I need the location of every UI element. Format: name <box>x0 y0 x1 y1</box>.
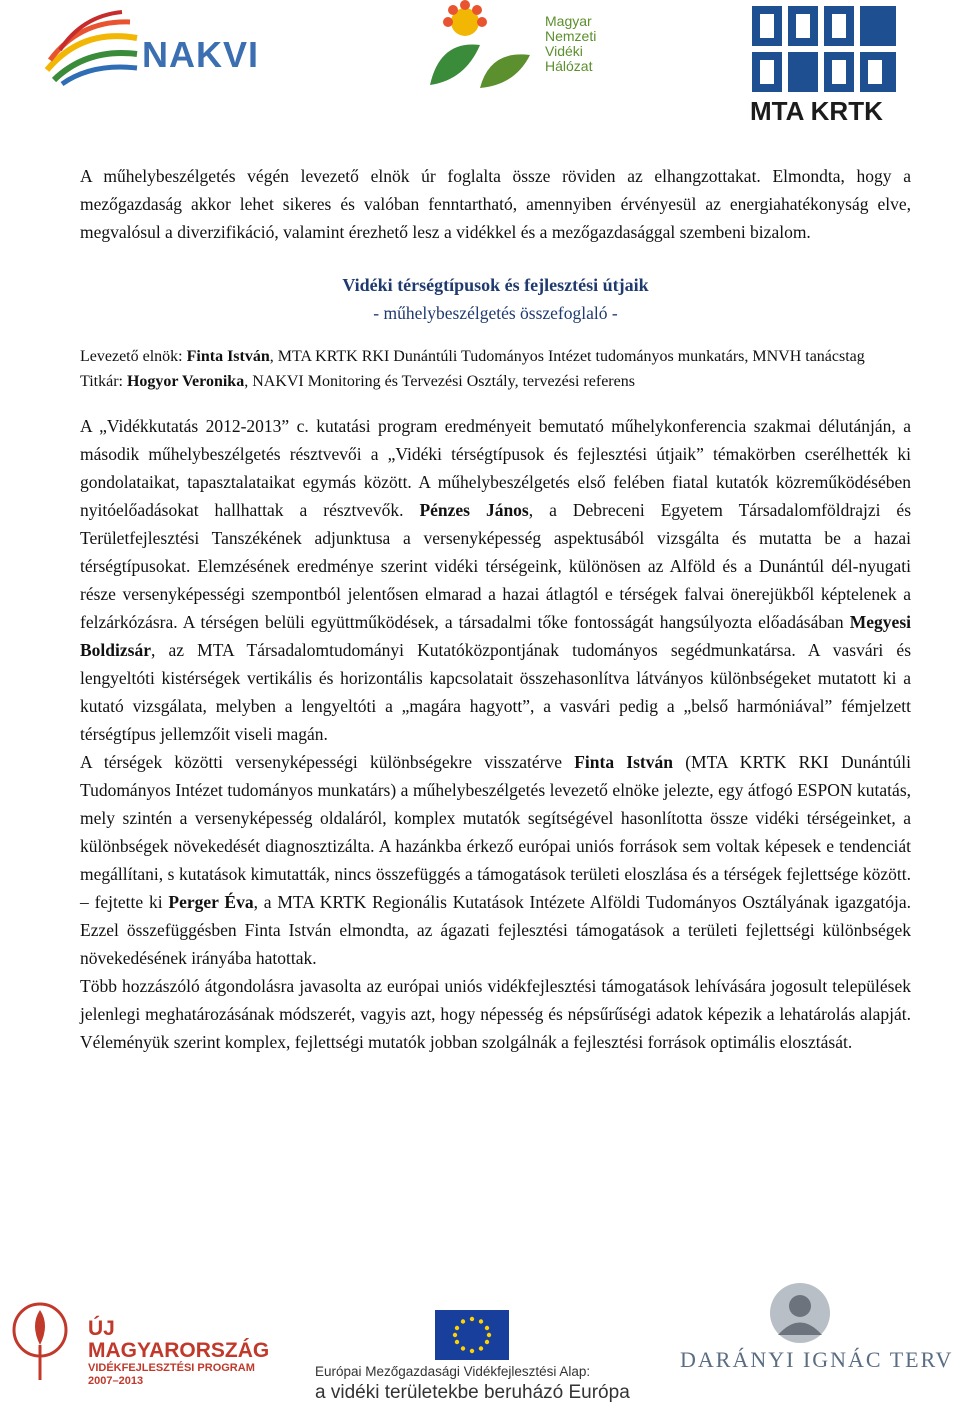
text-run: A térségek közötti versenyképességi különbségekre visszatérve <box>80 752 575 772</box>
secretary-line <box>80 369 911 394</box>
mnvh-line: Magyar <box>545 13 592 29</box>
daranyi-ignac-terv-logo <box>680 1280 955 1409</box>
uj-line-3: 2007–2013 <box>88 1375 144 1387</box>
person-name: Perger Éva <box>168 892 254 912</box>
document-body <box>80 162 911 1056</box>
body-paragraph-1 <box>80 412 911 748</box>
body-paragraph-3: Több hozzászóló átgondolásra javasolta az európai uniós vidékfejlesztési támogatások lehívására jogosult települések jelenlegi meghatározásának módszerét, vagyis azt, hogy népesség és népsűrűségi adatok képezik a lehatárolás alapját. Véleményük szerint komplex, fejlettségi mutatók jobban szolgálnák a fejlesztési források optimális elosztását. <box>80 976 911 1052</box>
chair-label: Levezető elnök: <box>80 348 187 365</box>
nakvi-logo <box>42 8 287 88</box>
footer <box>0 1280 960 1409</box>
mta-krtk-logo <box>750 4 900 126</box>
text-run: (MTA KRTK RKI Dunántúli Tudományos Intézet tudományos munkatárs) a műhelybeszélgetés levezető elnöke jelezte, egy átfogó ESPON kutatás, mely szintén a versenyképesség oldaláról, komplex mutatók segítségével hasonlította össze vidéki térségeinket, a különbségek növekedését diagnosztizálta. A hazánkba érkező európai uniós források sem voltak képesek e tendenciát megállítani, s kutatások kimutatták, nincs összefüggés a támogatások területi eloszlása és a térségek fejlettsége között. – fejtette ki <box>80 752 911 912</box>
uj-line-1: ÚJ MAGYARORSZÁG <box>88 1317 270 1362</box>
mnvh-logo-text <box>545 14 596 74</box>
eu-line-2: a vidéki területekbe beruházó Európa <box>315 1382 630 1403</box>
sun-rays-icon <box>42 8 142 88</box>
nakvi-logo-text: NAKVI <box>142 34 260 75</box>
portrait-icon <box>680 1280 955 1350</box>
mta-grid-icon <box>750 4 900 94</box>
text-run: , az MTA Társadalomtudományi Kutatóközpontjának tudományos segédmunkatársa. A vasvári és lengyeltóti kistérségek vertikális és horizontális kapcsolatait összehasonlítva látványos különbségeket mutatott ki a kutató vizsgálata, melyben a lengyeltóti a „magára hagyott”, a vasvári pedig a „belső harmóniával” fémjelzett térségtípus jellemzőit viseli magán. <box>80 640 911 744</box>
mnvh-logo <box>420 0 615 92</box>
daranyi-text: DARÁNYI IGNÁC TERV <box>680 1347 954 1372</box>
secretary-name: Hogyor Veronika <box>126 373 245 390</box>
person-name: Pénzes János <box>419 500 529 520</box>
mnvh-line: Nemzeti <box>545 28 597 44</box>
flower-leaf-icon <box>420 0 540 92</box>
section-title: Vidéki térségtípusok és fejlesztési útjaik <box>342 275 649 295</box>
person-name: Megyesi Boldizsár <box>80 612 911 660</box>
chair-role: , MTA KRTK RKI Dunántúli Tudományos Intézet tudományos munkatárs, MNVH tanácstag <box>269 348 865 365</box>
body-paragraph-2 <box>80 748 911 972</box>
uj-logo-text <box>88 1318 269 1388</box>
eu-flag-icon <box>435 1310 509 1360</box>
mnvh-line: Vidéki <box>545 43 583 59</box>
meta-info <box>80 344 911 394</box>
chair-name: Finta István <box>186 348 270 365</box>
text-run: , a MTA KRTK Regionális Kutatások Intézete Alföldi Tudományos Osztályának igazgatója. Ezzel összefüggésben Finta István elmondta, az ágazati fejlesztési támogatások a területi fejlettségi különbségek növekedésének irányába hatottak. <box>80 892 911 968</box>
section-subtitle: - műhelybeszélgetés összefoglaló - <box>373 303 618 323</box>
mnvh-line: Hálózat <box>545 58 593 74</box>
eu-fund-text <box>315 1363 645 1405</box>
secretary-role: , NAKVI Monitoring és Tervezési Osztály, tervezési referens <box>244 373 635 390</box>
eu-line-1: Európai Mezőgazdasági Vidékfejlesztési Alap: <box>315 1364 591 1379</box>
mta-logo-text: MTA KRTK <box>750 96 883 126</box>
intro-paragraph: A műhelybeszélgetés végén levezető elnök úr foglalta össze röviden az elhangzottakat. Elmondta, hogy a mezőgazdaság akkor lehet sikeres és valóban fenntartható, amennyiben érvényesül az energiahatékonyság elve, megvalósul a diverzifikáció, valamint érezhető lesz a vidékkel és a mezőgazdasággal szembeni bizalom. <box>80 166 911 242</box>
chair-line <box>80 344 911 369</box>
tulip-icon <box>10 1290 80 1390</box>
person-name: Finta István <box>574 752 673 772</box>
text-run: , a Debreceni Egyetem Társadalomföldrajzi és Területfejlesztési Tanszékének adjunktusa a versenyképesség aspektusából vizsgálta és mutatta be a hazai térségtípusokat. Elemzésének eredménye szerint vidéki térségeink, különösen az Alföld és a Dunántúl dél-nyugati része versenyképességi szempontból jelentősen elmarad a hazai átlagtól e térségek falvai önerejükből képtelenek a felzárkózásra. A térségen belüli együttműködések, a társadalmi tőke fontosságát hangsúlyozta előadásában <box>80 500 912 632</box>
uj-magyarorszag-logo <box>10 1290 270 1390</box>
text-run: A „Vidékkutatás 2012-2013” c. kutatási program eredményeit bemutató műhelykonferencia szakmai délutánján, a második műhelybeszélgetés résztvevői a „Vidéki térségtípusok és fejlesztési útjaik” témakörben cserélhették ki gondolataikat, tapasztalataikat egymás között. A műhelybeszélgetés első felében fiatal kutatók közreműködésében nyitóelőadásokat hallhattak a résztvevők. <box>80 416 911 520</box>
header <box>0 0 960 130</box>
uj-line-2: VIDÉKFEJLESZTÉSI PROGRAM <box>88 1362 255 1374</box>
secretary-label: Titkár: <box>80 373 127 390</box>
